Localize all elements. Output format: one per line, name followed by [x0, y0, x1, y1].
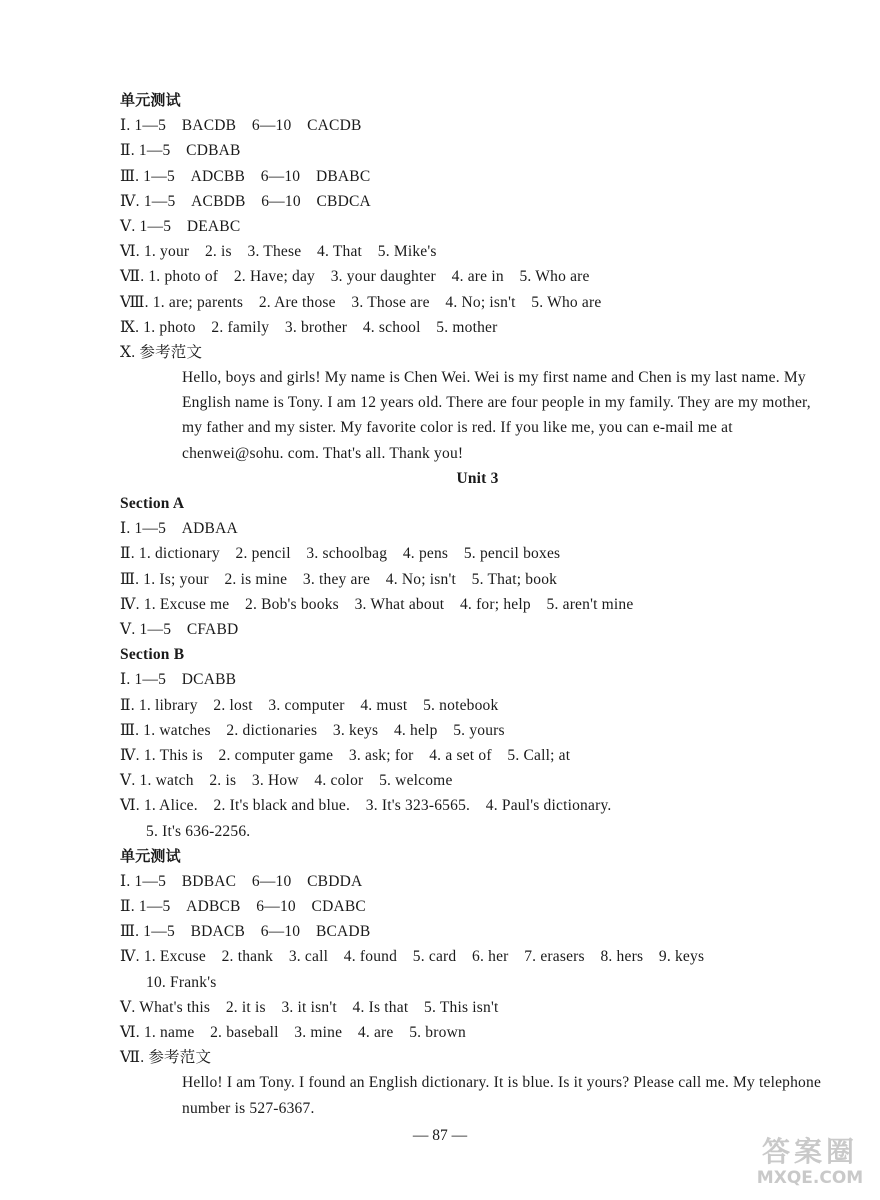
section-heading: Section B: [120, 646, 185, 664]
answer-line-continued: 10. Frank's: [146, 973, 217, 991]
answer-line: Ⅴ. What's this 2. it is 3. it isn't 4. Is that 5. This isn't: [120, 998, 499, 1016]
answer-line: Ⅰ. 1—5 BDBAC 6—10 CBDDA: [120, 872, 363, 890]
answer-line: Ⅱ. 1—5 CDBAB: [120, 142, 241, 160]
watermark-bottom-text: MXQE.COM: [756, 1168, 864, 1188]
watermark-logo: [750, 1136, 870, 1194]
answer-line: Ⅳ. 1—5 ACBDB 6—10 CBDCA: [120, 192, 371, 210]
answer-line: Ⅲ. 1. Is; your 2. is mine 3. they are 4. No; isn't 5. That; book: [120, 570, 558, 588]
answer-line: Ⅳ. 1. Excuse 2. thank 3. call 4. found 5. card 6. her 7. erasers 8. hers 9. keys: [120, 948, 705, 966]
answer-line: Ⅷ. 1. are; parents 2. Are those 3. Those are 4. No; isn't 5. Who are: [120, 293, 602, 311]
answer-line: Ⅹ. 参考范文: [120, 343, 203, 361]
watermark-top-text: 答案圈: [761, 1135, 858, 1168]
section-heading: 单元测试: [120, 847, 181, 865]
answer-line: Ⅵ. 1. your 2. is 3. These 4. That 5. Mike's: [120, 243, 437, 261]
answer-line: Ⅶ. 参考范文: [120, 1049, 212, 1067]
answer-line: Ⅰ. 1—5 ADBAA: [120, 520, 238, 538]
answer-line: Ⅵ. 1. Alice. 2. It's black and blue. 3. It's 323-6565. 4. Paul's dictionary.: [120, 797, 612, 815]
page-number: — 87 —: [412, 1127, 468, 1144]
answer-line: Ⅴ. 1. watch 2. is 3. How 4. color 5. welcome: [120, 772, 453, 790]
answer-line: Ⅵ. 1. name 2. baseball 3. mine 4. are 5. brown: [120, 1024, 466, 1041]
section-heading: 单元测试: [120, 92, 181, 109]
answer-line: Ⅱ. 1. library 2. lost 3. computer 4. must 5. notebook: [120, 696, 499, 714]
sample-essay: Hello! I am Tony. I found an English dictionary. It is blue. Is it yours? Please call me. My telephone number is 527-6367.: [182, 1074, 822, 1117]
answer-line: Ⅳ. 1. This is 2. computer game 3. ask; for 4. a set of 5. Call; at: [120, 746, 571, 764]
section-heading: Section A: [120, 495, 185, 513]
unit-title: Unit 3: [456, 469, 499, 487]
answer-line: Ⅶ. 1. photo of 2. Have; day 3. your daughter 4. are in 5. Who are: [120, 268, 590, 286]
answer-line: Ⅲ. 1. watches 2. dictionaries 3. keys 4. help 5. yours: [120, 721, 505, 739]
answer-line: Ⅰ. 1—5 BACDB 6—10 CACDB: [120, 117, 362, 135]
answer-line: Ⅱ. 1—5 ADBCB 6—10 CDABC: [120, 898, 366, 916]
answer-line: Ⅴ. 1—5 DEABC: [120, 217, 241, 235]
answer-line: Ⅰ. 1—5 DCABB: [120, 671, 237, 689]
sample-essay: Hello, boys and girls! My name is Chen Wei. Wei is my first name and Chen is my last name. My English name is Tony. I am 12 years old. There are four people in my family. They are my mother, my father and my sister. My favorite color is red. If you like me, you can e-mail me at chenwei@sohu. com. That's all. Thank you!: [182, 369, 811, 462]
answer-line: Ⅸ. 1. photo 2. family 3. brother 4. school 5. mother: [120, 318, 498, 336]
answer-line: Ⅱ. 1. dictionary 2. pencil 3. schoolbag 4. pens 5. pencil boxes: [120, 545, 561, 563]
answer-key-page: [120, 88, 835, 1121]
answer-line-continued: 5. It's 636-2256.: [146, 822, 251, 840]
answer-line: Ⅲ. 1—5 BDACB 6—10 BCADB: [120, 923, 371, 941]
answer-line: Ⅲ. 1—5 ADCBB 6—10 DBABC: [120, 167, 371, 185]
answer-line: Ⅴ. 1—5 CFABD: [120, 621, 239, 638]
answer-line: Ⅳ. 1. Excuse me 2. Bob's books 3. What about 4. for; help 5. aren't mine: [120, 595, 634, 613]
